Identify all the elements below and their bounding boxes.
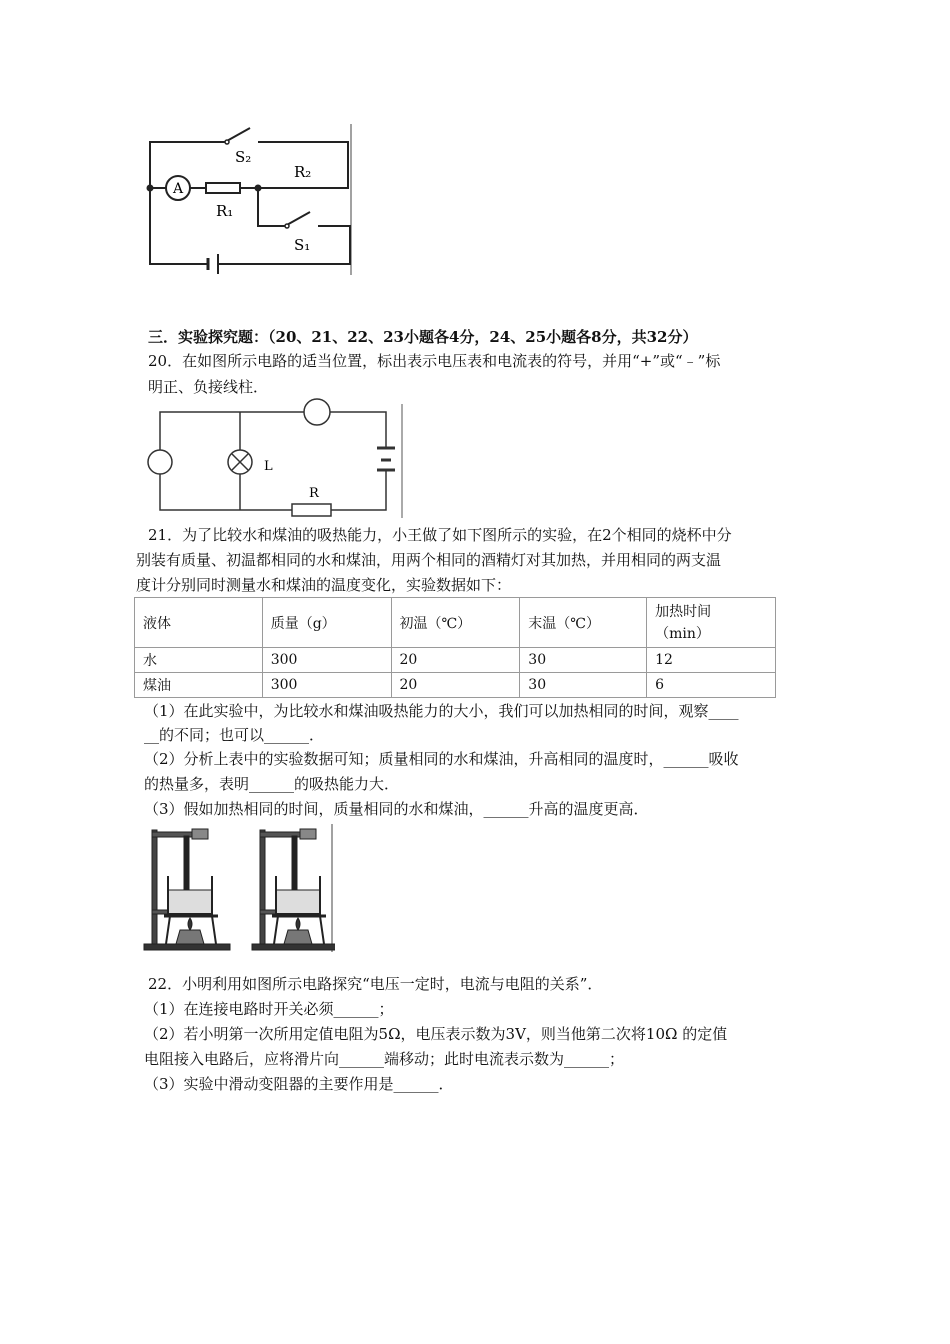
- table-cell: 300: [262, 648, 391, 673]
- q21-text-line1: 21．为了比较水和煤油的吸热能力，小王做了如下图所示的实验，在2个相同的烧杯中分: [148, 526, 732, 544]
- q22-sub2-line2: 电阻接入电路后，应将滑片向______端移动；此时电流表示数为______；: [144, 1050, 625, 1068]
- table-row: [135, 673, 776, 698]
- q22-text-line1: 22．小明利用如图所示电路探究“电压一定时，电流与电阻的关系”．: [148, 975, 603, 993]
- experiment-data-table: [134, 597, 776, 698]
- table-cell: 12: [647, 648, 776, 673]
- q22-sub3: （3）实验中滑动变阻器的主要作用是______．: [144, 1075, 454, 1093]
- table-header-cell: 液体: [135, 598, 263, 648]
- table-cell: 水: [135, 648, 263, 673]
- q21-text-line2: 别装有质量、初温都相同的水和煤油，用两个相同的酒精灯对其加热，并用相同的两支温: [136, 551, 722, 569]
- q22-sub1: （1）在连接电路时开关必须______；: [144, 1000, 394, 1018]
- lamp-label: L: [264, 459, 273, 474]
- q20-text-line2: 明正、负接线柱．: [148, 378, 269, 396]
- ammeter-label: A: [172, 181, 184, 197]
- q21-sub1-line2: __的不同；也可以______．: [144, 726, 325, 744]
- q21-text-line3: 度计分别同时测量水和煤油的温度变化，实验数据如下：: [136, 576, 512, 594]
- q21-sub1-line1: （1）在此实验中，为比较水和煤油吸热能力的大小，我们可以加热相同的时间，观察____: [144, 702, 739, 720]
- table-cell: 20: [391, 673, 520, 698]
- r1-label: R₁: [216, 202, 234, 220]
- q22-sub2-line1: （2）若小明第一次所用定值电阻为5Ω，电压表示数为3V，则当他第二次将10Ω 的定值: [144, 1025, 728, 1043]
- heating-apparatus-figure: [140, 822, 335, 954]
- table-cell: 煤油: [135, 673, 263, 698]
- s2-label: S₂: [235, 148, 252, 166]
- table-header-row: [135, 598, 776, 648]
- q21-sub3: （3）假如加热相同的时间，质量相同的水和煤油，______升高的温度更高．: [144, 800, 649, 818]
- section-3-title: 三．实验探究题：（20、21、22、23小题各4分，24、25小题各8分，共32分）: [148, 328, 698, 346]
- table-header-cell: 质量（g）: [262, 598, 391, 648]
- table-header-cell: 初温（℃）: [391, 598, 520, 648]
- table-cell: 6: [647, 673, 776, 698]
- circuit-figure-1: [140, 122, 355, 277]
- table-cell: 30: [520, 648, 647, 673]
- resistor-label: R: [309, 486, 319, 501]
- table-cell: 30: [520, 673, 647, 698]
- table-row: [135, 648, 776, 673]
- q20-text-line1: 20．在如图所示电路的适当位置，标出表示电压表和电流表的符号，并用“+”或“﹣”标: [148, 352, 721, 370]
- q21-sub2-line2: 的热量多，表明______的吸热能力大．: [144, 775, 400, 793]
- table-cell: 20: [391, 648, 520, 673]
- table-header-cell: 加热时间 （min）: [647, 598, 776, 648]
- circuit-figure-q20: [140, 398, 405, 520]
- r2-label: R₂: [294, 163, 312, 181]
- q21-sub2-line1: （2）分析上表中的实验数据可知；质量相同的水和煤油，升高相同的温度时，______吸收: [144, 750, 739, 768]
- table-header-cell: 末温（℃）: [520, 598, 647, 648]
- s1-label: S₁: [294, 236, 311, 254]
- table-cell: 300: [262, 673, 391, 698]
